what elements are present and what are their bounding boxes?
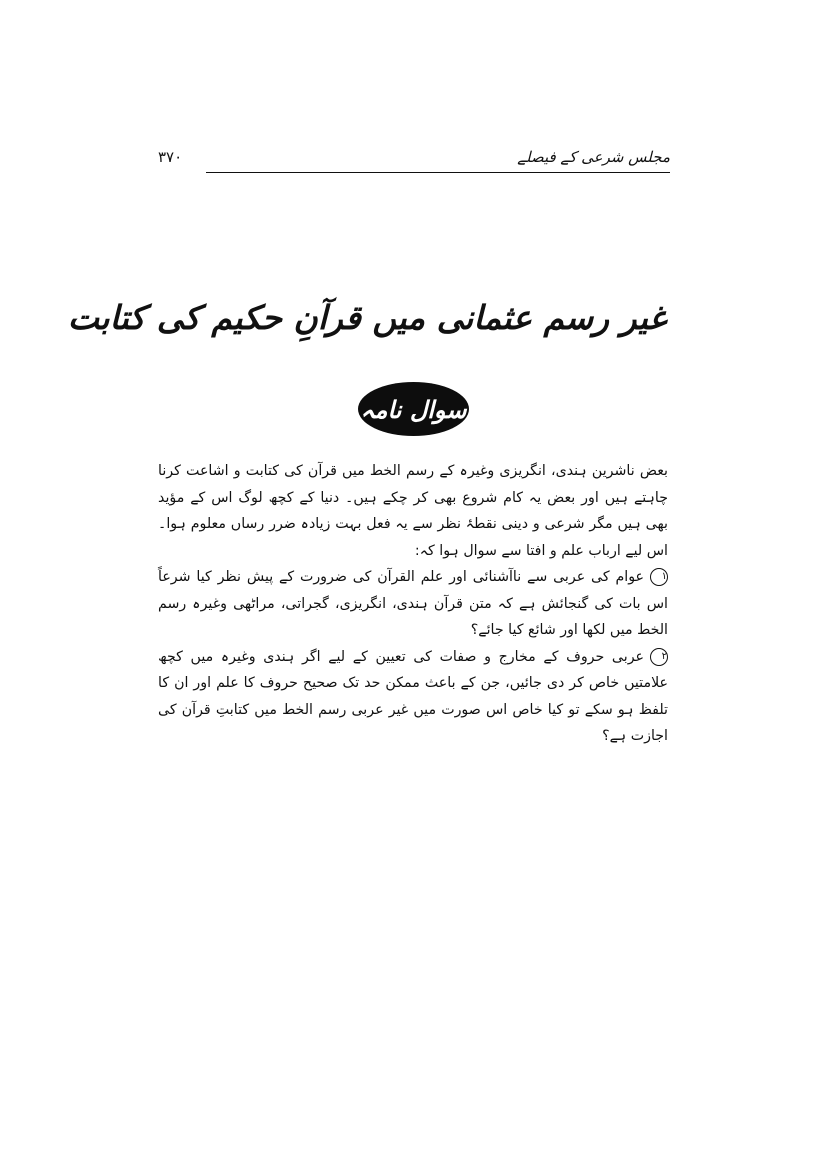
article-body (158, 458, 668, 750)
page-number: ۳۷۰ (158, 148, 183, 166)
header-rule-left (206, 172, 570, 173)
running-header-title: مجلس شرعی کے فیصلے (517, 148, 670, 166)
section-badge (358, 382, 469, 436)
intro-paragraph: بعض ناشرین ہندی، انگریزی وغیرہ کے رسم الخط میں قرآن کی کتابت و اشاعت کرنا چاہتے ہیں اور بعض یہ کام شروع بھی کر چکے ہیں۔ دنیا کے کچھ لوگ اس کے مؤید بھی ہیں مگر شرعی و دینی نقطۂ نظر سے یہ فعل بہت زیادہ ضرر رساں معلوم ہوا۔ اس لیے ارباب علم و افتا سے سوال ہوا کہ: (158, 463, 668, 559)
section-badge-label: سوال نامہ (360, 394, 467, 424)
header-rule-right (566, 172, 670, 173)
question-1-number: ۱ (650, 568, 668, 586)
question-1-text: عوام کی عربی سے ناآشنائی اور علم القرآن کی ضرورت کے پیش نظر کیا شرعاً اس بات کی گنجائش ہے کہ متن قرآن ہندی، انگریزی، گجراتی، مراٹھی وغیرہ رسم الخط میں لکھا اور شائع کیا جائے؟ (158, 569, 668, 638)
question-2-text: عربی حروف کے مخارج و صفات کی تعیین کے لیے اگر ہندی وغیرہ میں کچھ علامتیں خاص کر دی جائیں، جن کے باعث ممکن حد تک صحیح حروف کا علم اور ان کا تلفظ ہو سکے تو کیا خاص اس صورت میں غیر عربی رسم الخط میں کتابتِ قرآن کی اجازت ہے؟ (158, 648, 668, 744)
question-2-number: ۲ (650, 648, 668, 666)
question-1 (158, 564, 668, 644)
article-title: غیر رسم عثمانی میں قرآنِ حکیم کی کتابت (67, 298, 666, 337)
question-2 (158, 644, 668, 750)
running-header (158, 146, 670, 178)
